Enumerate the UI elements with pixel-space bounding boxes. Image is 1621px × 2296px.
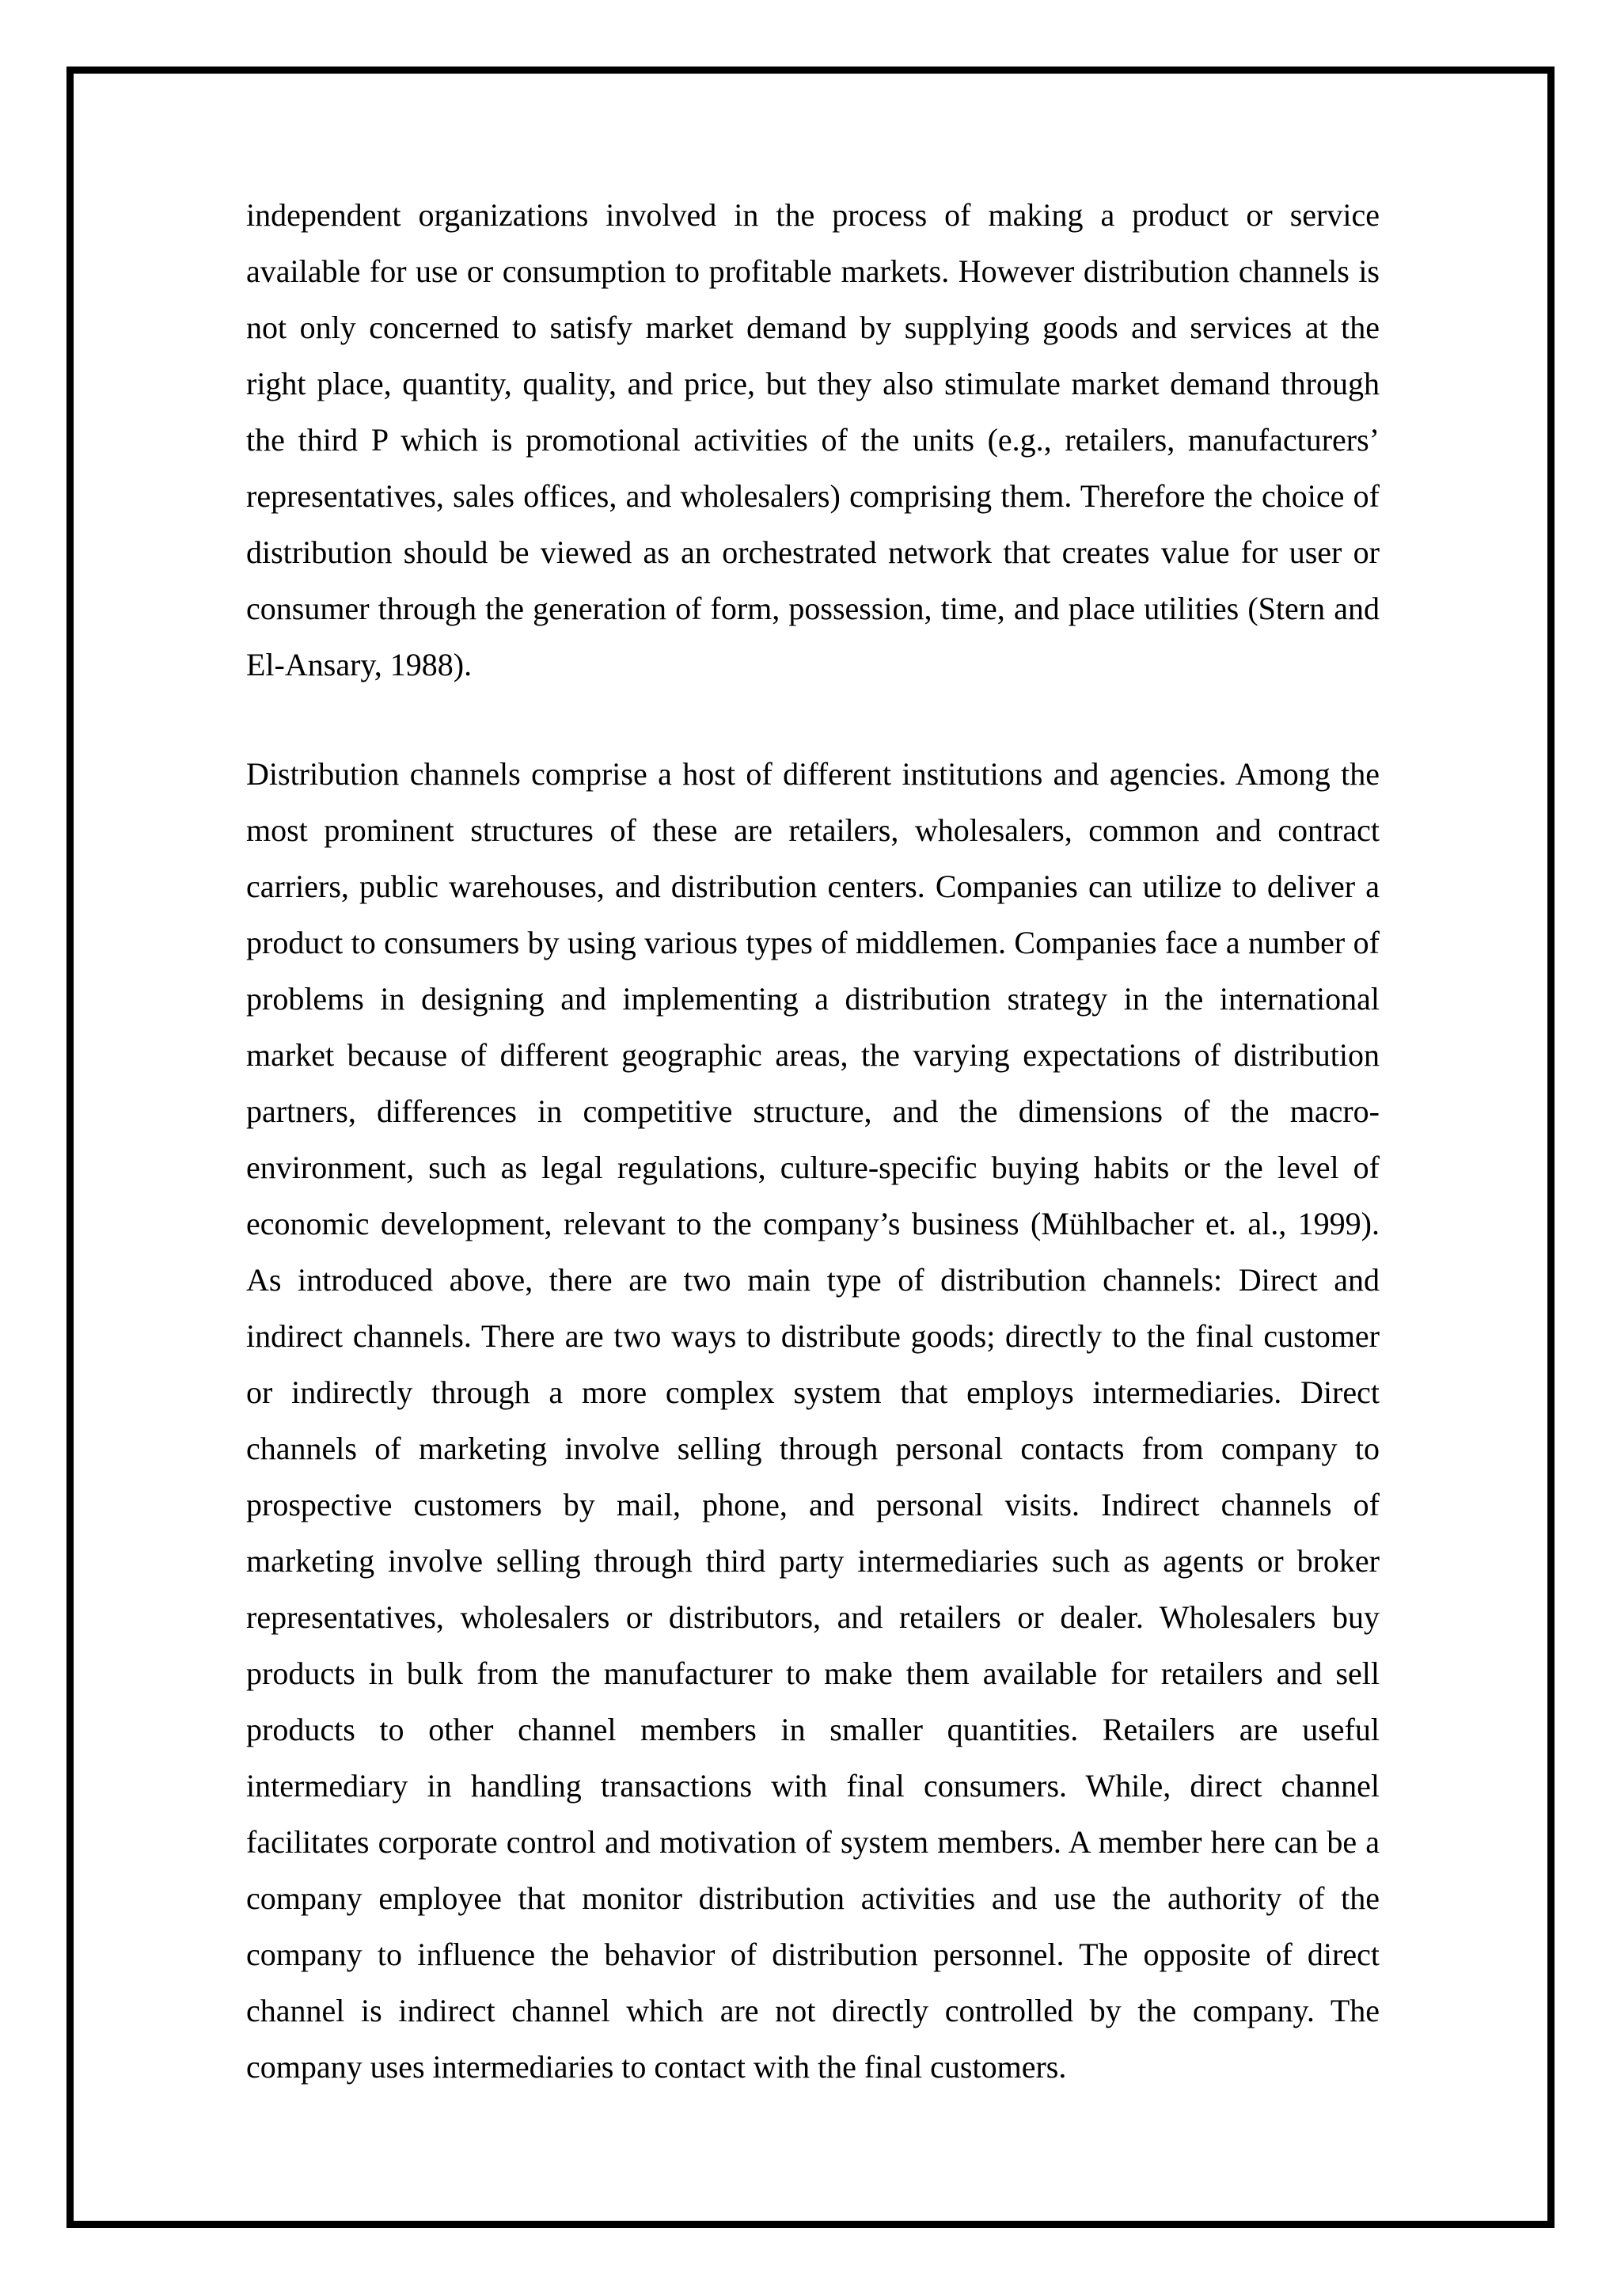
paragraph-distribution-definition: independent organizations involved in the process of making a product or service available for use or consumption to profitable markets. However distribution channels is not only concerned to satisfy market demand by supplying goods and services at the right place, quantity, quality, and price, but they also stimulate market demand through the third P which is promotional activities of the units (e.g., retailers, manufacturers’ representatives, sales offices, and wholesalers) comprising them. Therefore the choice of distribution should be viewed as an orchestrated network that creates value for user or consumer through the generation of form, possession, time, and place utilities (Stern and El-Ansary, 1988).	[246, 197, 1380, 682]
paragraph-distribution-channels: Distribution channels comprise a host of different institutions and agencies. Among the most prominent structures of these are retailers, wholesalers, common and contract carriers, public warehouses, and distribution centers. Companies can utilize to deliver a product to consumers by using various types of middlemen. Companies face a number of problems in designing and implementing a distribution strategy in the international market because of different geographic areas, the varying expectations of distribution partners, differences in competitive structure, and the dimensions of the macro-environment, such as legal regulations, culture-specific buying habits or the level of economic development, relevant to the company’s business (Mühlbacher et. al., 1999). As introduced above, there are two main type of distribution channels: Direct and indirect channels. There are two ways to distribute goods; directly to the final customer or indirectly through a more complex system that employs intermediaries. Direct channels of marketing involve selling through personal contacts from company to prospective customers by mail, phone, and personal visits. Indirect channels of marketing involve selling through third party intermediaries such as agents or broker representatives, wholesalers or distributors, and retailers or dealer. Wholesalers buy products in bulk from the manufacturer to make them available for retailers and sell products to other channel members in smaller quantities. Retailers are useful intermediary in handling transactions with final consumers. While, direct channel facilitates corporate control and motivation of system members. A member here can be a company employee that monitor distribution activities and use the authority of the company to influence the behavior of distribution personnel. The opposite of direct channel is indirect channel which are not directly controlled by the company. The company uses intermediaries to contact with the final customers.	[246, 756, 1380, 2085]
